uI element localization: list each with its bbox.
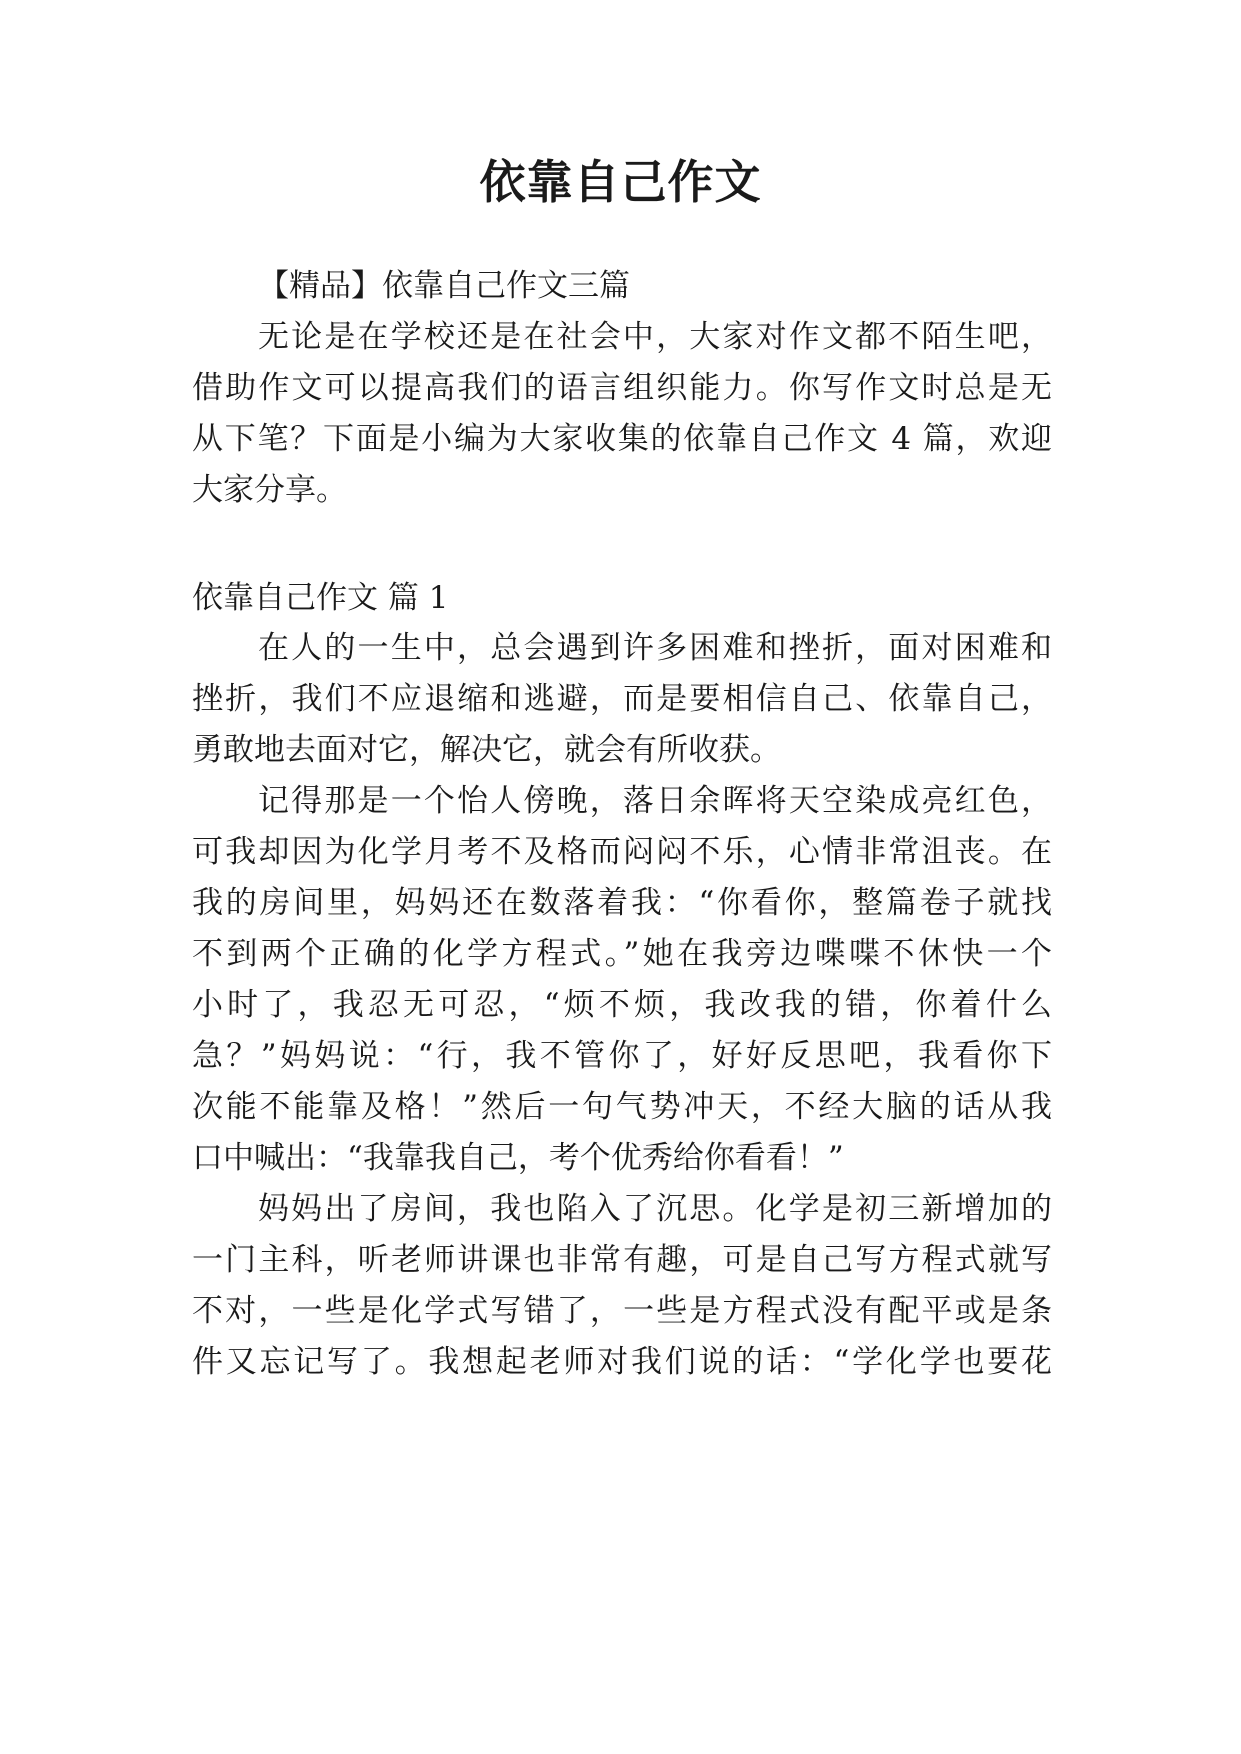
section-heading: 依靠自己作文 篇 1 — [192, 580, 449, 616]
body-line: 小时了，我忍无可忍，“烦不烦，我改我的错，你着什么 — [192, 987, 1052, 1023]
body-line: 记得那是一个怡人傍晚，落日余晖将天空染成亮红色， — [258, 783, 1052, 819]
document-title: 依靠自己作文 — [479, 155, 762, 209]
body-line: 不到两个正确的化学方程式。”她在我旁边喋喋不休快一个 — [192, 936, 1052, 972]
body-line: 件又忘记写了。我想起老师对我们说的话：“学化学也要花 — [192, 1344, 1052, 1380]
body-line: 可我却因为化学月考不及格而闷闷不乐，心情非常沮丧。在 — [192, 834, 1052, 870]
body-line: 不对，一些是化学式写错了，一些是方程式没有配平或是条 — [192, 1293, 1052, 1329]
intro-line: 从下笔？下面是小编为大家收集的依靠自己作文 4 篇，欢迎 — [192, 421, 1052, 457]
intro-line: 无论是在学校还是在社会中，大家对作文都不陌生吧， — [258, 319, 1052, 355]
body-line: 妈妈出了房间，我也陷入了沉思。化学是初三新增加的 — [258, 1191, 1052, 1227]
intro-line: 借助作文可以提高我们的语言组织能力。你写作文时总是无 — [192, 370, 1052, 406]
subtitle: 【精品】依靠自己作文三篇 — [258, 268, 630, 304]
body-line: 勇敢地去面对它，解决它，就会有所收获。 — [192, 732, 781, 768]
body-line: 口中喊出：“我靠我自己，考个优秀给你看看！” — [192, 1140, 844, 1176]
body-line: 我的房间里，妈妈还在数落着我：“你看你，整篇卷子就找 — [192, 885, 1052, 921]
body-line: 在人的一生中，总会遇到许多困难和挫折，面对困难和 — [258, 630, 1052, 666]
body-line: 挫折，我们不应退缩和逃避，而是要相信自己、依靠自己， — [192, 681, 1052, 717]
body-line: 一门主科，听老师讲课也非常有趣，可是自己写方程式就写 — [192, 1242, 1052, 1278]
body-line: 次能不能靠及格！”然后一句气势冲天，不经大脑的话从我 — [192, 1089, 1052, 1125]
intro-line: 大家分享。 — [192, 472, 347, 508]
body-line: 急？”妈妈说：“行，我不管你了，好好反思吧，我看你下 — [192, 1038, 1052, 1074]
